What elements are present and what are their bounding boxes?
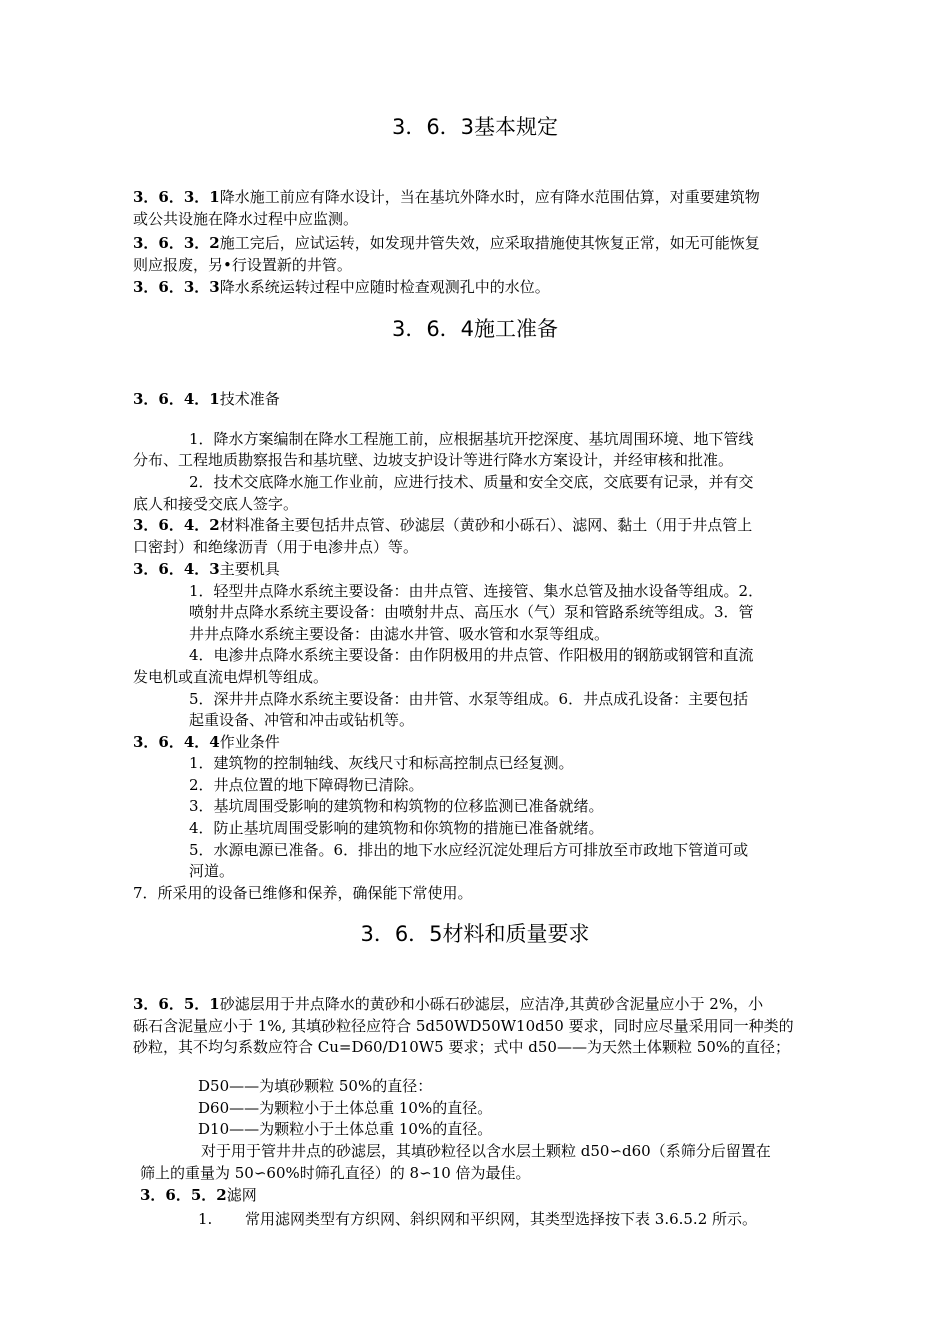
clause-3-6-4-3 <box>133 558 280 580</box>
heading-3-6-5: 3．6．5材料和质量要求 <box>360 922 590 946</box>
paragraph-line: 对于用于管井井点的砂滤层，其填砂粒径以含水层土颗粒 d50∽d60（系筛分后留置在 <box>201 1142 771 1160</box>
condition-line: 2．井点位置的地下障碍物已清除。 <box>189 776 424 794</box>
condition-line: 4．防止基坑周围受影响的建筑物和你筑物的措施已准备就绪。 <box>189 819 604 837</box>
clause-text: 降水系统运转过程中应随时检查观测孔中的水位。 <box>219 278 550 296</box>
clause-number: 3．6．3．2 <box>133 234 220 252</box>
condition-line: 河道。 <box>189 862 235 880</box>
clause-number: 3．6．4．3 <box>133 560 220 578</box>
tech-line: 1．降水方案编制在降水工程施工前，应根据基坑开挖深度、基坑周围环境、地下管线 <box>189 430 754 448</box>
clause-3-6-3-2 <box>133 232 760 254</box>
paragraph-line: 筛上的重量为 50∽60%时筛孔直径）的 8∽10 倍为最佳。 <box>140 1164 531 1182</box>
condition-line: 5．水源电源已准备。6．排出的地下水应经沉淀处理后方可排放至市政地下管道可或 <box>189 841 749 859</box>
definition-line: D50——为填砂颗粒 50%的直径： <box>198 1077 433 1095</box>
clause-3-6-4-4 <box>133 731 280 753</box>
clause-text: 材料准备主要包括井点管、砂滤层（黄砂和小砾石）、滤网、黏土（用于井点管上 <box>219 516 753 534</box>
clause-number: 3．6．4．1 <box>133 390 220 408</box>
equip-line: 发电机或直流电焊机等组成。 <box>133 668 329 686</box>
definition-line: D60——为颗粒小于土体总重 10%的直径。 <box>198 1099 493 1117</box>
tech-line: 2．技术交底降水施工作业前，应进行技术、质量和安全交底，交底要有记录，并有交 <box>189 473 754 491</box>
clause-text: 砂滤层用于井点降水的黄砂和小砾石砂滤层，应洁净,其黄砂含泥量应小于 2%，小 <box>219 995 764 1013</box>
clause-text-continued: 砾石含泥量应小于 1%, 其填砂粒径应符合 5d50WD50W10d50 要求，同时应尽量采用同一种类的 <box>133 1017 794 1035</box>
clause-text-continued: 则应报废，另•行设置新的井管。 <box>133 256 352 274</box>
clause-text-continued: 或公共设施在降水过程中应监测。 <box>133 210 359 228</box>
clause-number: 3．6．4．4 <box>133 733 220 751</box>
condition-line: 1．建筑物的控制轴线、灰线尺寸和标高控制点已经复测。 <box>189 754 574 772</box>
list-marker: 1. <box>198 1210 213 1228</box>
clause-3-6-3-3 <box>133 276 550 298</box>
heading-3-6-3: 3．6．3基本规定 <box>391 115 559 139</box>
clause-title: 主要机具 <box>219 560 280 578</box>
clause-number: 3．6．3．3 <box>133 278 220 296</box>
equip-line: 5．深井井点降水系统主要设备：由井管、水泵等组成。6．井点成孔设备：主要包括 <box>189 690 749 708</box>
clause-3-6-4-2 <box>133 514 752 536</box>
condition-line: 7．所采用的设备已维修和保养，确保能下常使用。 <box>133 884 473 902</box>
equip-line: 1．轻型井点降水系统主要设备：由井点管、连接管、集水总管及抽水设备等组成。2． <box>189 582 764 600</box>
clause-title: 技术准备 <box>219 390 280 408</box>
clause-3-6-4-1 <box>133 388 280 410</box>
clause-3-6-5-2 <box>140 1184 257 1206</box>
clause-title: 作业条件 <box>219 733 280 751</box>
clause-3-6-5-1 <box>133 993 763 1015</box>
clause-number: 3．6．3．1 <box>133 188 220 206</box>
clause-text: 降水施工前应有降水设计，当在基坑外降水时，应有降水范围估算，对重要建筑物 <box>219 188 760 206</box>
tech-line: 底人和接受交底人签字。 <box>133 495 299 513</box>
equip-line: 起重设备、冲管和冲击或钻机等。 <box>189 711 415 729</box>
definition-line: D10——为颗粒小于土体总重 10%的直径。 <box>198 1120 493 1138</box>
clause-number: 3．6．4．2 <box>133 516 220 534</box>
clause-number: 3．6．5．2 <box>140 1186 227 1204</box>
clause-text-continued: 砂粒，其不均匀系数应符合 Cu=D60/D10W5 要求；式中 d50——为天然土体颗粒 50%的直径； <box>133 1038 791 1056</box>
clause-3-6-3-1 <box>133 186 760 208</box>
clause-text-continued: 口密封）和绝缘沥青（用于电渗井点）等。 <box>133 538 419 556</box>
heading-3-6-4: 3．6．4施工准备 <box>391 317 559 341</box>
equip-line: 4．电渗井点降水系统主要设备：由作阴极用的井点管、作阳极用的钢筋或钢管和直流 <box>189 646 754 664</box>
tech-line: 分布、工程地质勘察报告和基坑壁、边坡支护设计等进行降水方案设计，并经审核和批准。 <box>133 451 734 469</box>
condition-line: 3．基坑周围受影响的建筑物和构筑物的位移监测已准备就绪。 <box>189 797 604 815</box>
clause-text: 施工完后，应试运转，如发现井管失效，应采取措施使其恢复正常，如无可能恢复 <box>219 234 760 252</box>
equip-line: 井井点降水系统主要设备：由滤水井管、吸水管和水泵等组成。 <box>189 625 610 643</box>
list-item-text: 常用滤网类型有方织网、斜织网和平织网，其类型选择按下表 3.6.5.2 所示。 <box>245 1210 758 1228</box>
clause-title: 滤网 <box>226 1186 257 1204</box>
clause-number: 3．6．5．1 <box>133 995 220 1013</box>
equip-line: 喷射井点降水系统主要设备：由喷射井点、高压水（气）泵和管路系统等组成。3．管 <box>189 603 754 621</box>
